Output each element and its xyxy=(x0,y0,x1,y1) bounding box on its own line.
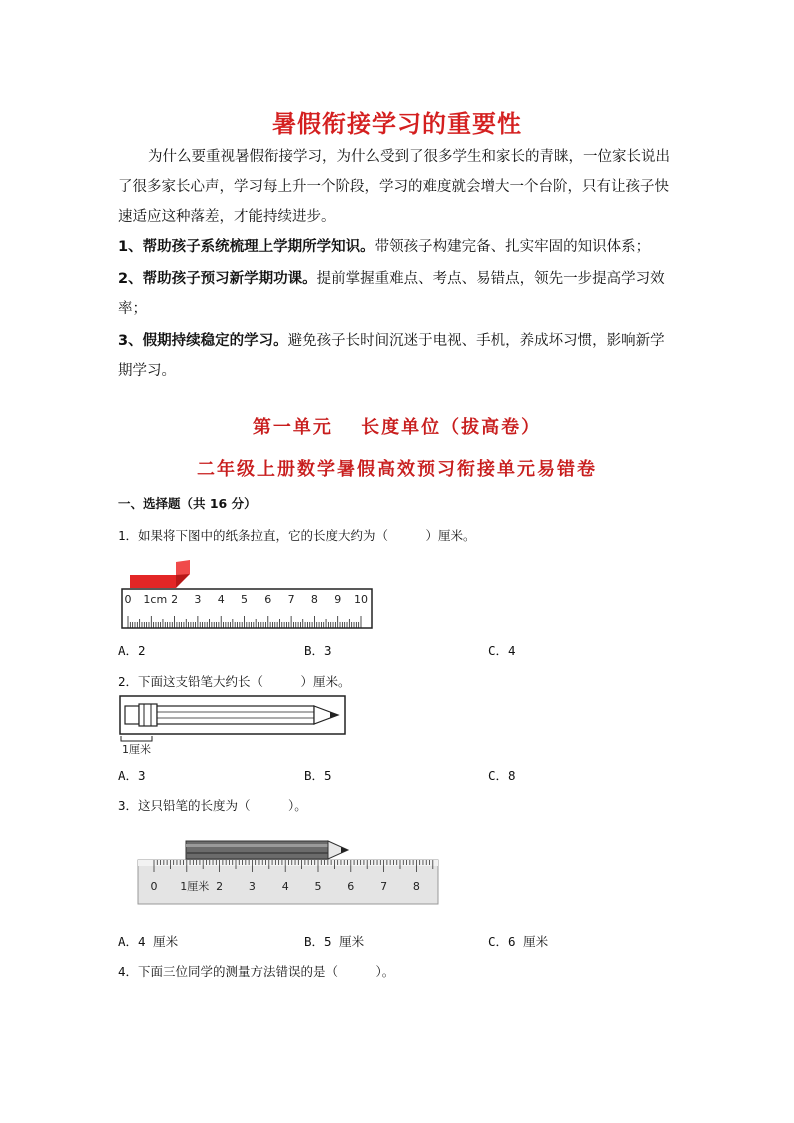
point-3 xyxy=(118,326,678,386)
question-4-stem: 4．下面三位同学的测量方法错误的是（ ）。 xyxy=(118,964,395,979)
q1-option-b[interactable]: B．3 xyxy=(304,643,332,658)
question-1-stem: 1．如果将下图中的纸条拉直，它的长度大约为（ ）厘米。 xyxy=(118,528,476,543)
pencil-figure xyxy=(118,694,350,756)
ruler-label: 9 xyxy=(334,593,342,606)
q2-option-b[interactable]: B．5 xyxy=(304,768,332,783)
ruler-label: 3 xyxy=(248,880,256,893)
pencil-body xyxy=(157,706,314,724)
point-1-heading: 1、帮助孩子系统梳理上学期所学知识。 xyxy=(118,239,375,255)
q3-option-c[interactable]: C．6 厘米 xyxy=(488,934,549,949)
ruler-label: 7 xyxy=(287,593,295,606)
ruler-label: 8 xyxy=(310,593,318,606)
ruler-figure-2 xyxy=(134,832,444,908)
pencil-shade xyxy=(186,852,328,854)
point-2-heading: 2、帮助孩子预习新学期功课。 xyxy=(118,271,317,287)
ruler-label: 6 xyxy=(264,593,272,606)
point-1 xyxy=(118,232,678,262)
ruler-label: 8 xyxy=(412,880,420,893)
point-2-text: 提前掌握重难点、考点、易错点，领先一步提高学习效率； xyxy=(118,271,665,317)
ruler-label: 4 xyxy=(281,880,289,893)
ruler-edge xyxy=(138,860,438,866)
ruler-label: 0 xyxy=(150,880,158,893)
unit-subtitle: 二年级上册数学暑假高效预习衔接单元易错卷 xyxy=(197,459,597,480)
pencil-ferrule xyxy=(139,704,157,726)
ruler-label: 2 xyxy=(171,593,179,606)
scale-bracket xyxy=(121,736,152,741)
ruler-label: 7 xyxy=(380,880,388,893)
q1-option-c[interactable]: C．4 xyxy=(488,643,516,658)
page-title: 暑假衔接学习的重要性 xyxy=(272,110,522,138)
ruler-label: 4 xyxy=(217,593,225,606)
ruler-label: 3 xyxy=(194,593,202,606)
ruler-label: 5 xyxy=(314,880,322,893)
ruler-label: 1cm xyxy=(143,593,168,606)
ruler-label: 5 xyxy=(241,593,248,606)
ruler-label: 0 xyxy=(124,593,132,606)
ruler-label: 2 xyxy=(216,880,224,893)
pencil-body-2 xyxy=(186,841,328,859)
red-strip xyxy=(130,575,176,588)
pencil-highlight xyxy=(186,844,328,847)
ruler-labels-2 xyxy=(151,879,420,893)
q3-option-b[interactable]: B．5 厘米 xyxy=(304,934,365,949)
intro-paragraph: 为什么要重视暑假衔接学习，为什么受到了很多学生和家长的青睐，一位家长说出了很多家长心声，学习每上升一个阶段，学习的难度就会增大一个台阶，只有让孩子快速适应这种落差，才能持续进步。 xyxy=(118,149,670,225)
q1-option-a[interactable]: A．2 xyxy=(118,643,146,658)
q2-option-a[interactable]: A．3 xyxy=(118,768,146,783)
ruler-label: 6 xyxy=(347,880,355,893)
ruler-figure-1 xyxy=(118,556,378,634)
point-2 xyxy=(118,264,678,324)
point-1-text: 带领孩子构建完备、扎实牢固的知识体系； xyxy=(374,239,651,255)
pencil-eraser xyxy=(125,706,139,724)
scale-label: 1厘米 xyxy=(122,743,151,756)
q2-option-c[interactable]: C．8 xyxy=(488,768,516,783)
unit-title: 第一单元 长度单位（拔高卷） xyxy=(252,417,542,438)
ruler-label: 1厘米 xyxy=(180,880,210,893)
q3-option-a[interactable]: A．4 厘米 xyxy=(118,934,179,949)
point-3-text: 避免孩子长时间沉迷于电视、手机，养成坏习惯，影响新学期学习。 xyxy=(118,333,665,379)
ruler-label: 10 xyxy=(354,593,368,606)
red-strip-top xyxy=(176,560,190,575)
section-heading: 一、选择题（共 16 分） xyxy=(118,496,257,511)
point-3-heading: 3、假期持续稳定的学习。 xyxy=(118,333,288,349)
question-3-stem: 3．这只铅笔的长度为（ ）。 xyxy=(118,798,307,813)
question-2-stem: 2．下面这支铅笔大约长（ ）厘米。 xyxy=(118,674,351,689)
